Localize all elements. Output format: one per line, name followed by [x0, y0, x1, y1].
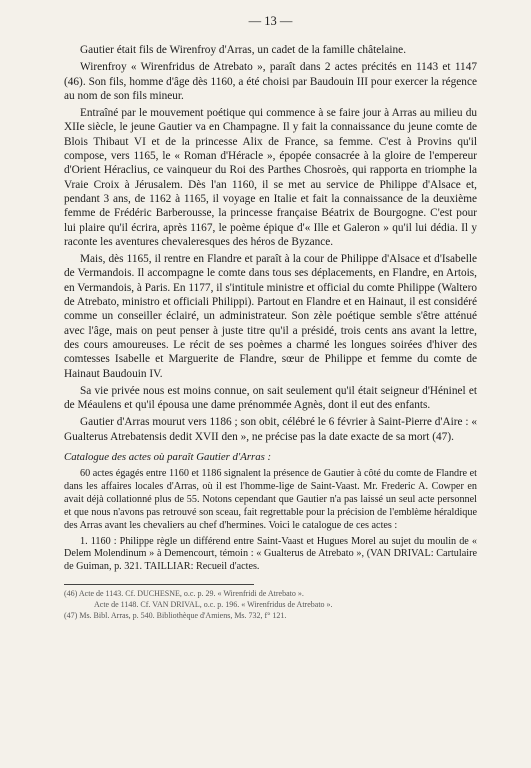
footnote: Acte de 1148. Cf. VAN DRIVAL, o.c. p. 196. « Wirenfridus de Atrebato ».	[94, 600, 333, 610]
paragraph-wirenfroy: Wirenfroy « Wirenfridus de Atrebato », paraît dans 2 actes précités en 1143 et 1147 (46). Son fils, homme d'âge dès 1160, a été choisi par Baudouin III pour exercer la régence au nom de son fils mineur.	[64, 61, 477, 102]
footnote: (47) Ms. Bibl. Arras, p. 540. Bibliothèque d'Amiens, Ms. 732, f° 121.	[64, 611, 287, 621]
catalogue-entry: 1. 1160 : Philippe règle un différend entre Saint-Vaast et Hugues Morel au sujet du moulin de « Delem Molendinum » à Demencourt, témoin : « Gualterus de Atrebato », (VAN DRIVAL: Cartulaire de Guiman, p. 321. TAILLIAR: Recueil d'actes.	[64, 535, 477, 573]
paragraph-lineage: Gautier était fils de Wirenfroy d'Arras, un cadet de la famille châtelaine.	[80, 44, 407, 56]
paragraph-private-life: Sa vie privée nous est moins connue, on sait seulement qu'il était seigneur d'Héninel et de Méaulens et qu'il épousa une dame prénommée Agnès, dont il eut des enfants.	[64, 384, 477, 412]
paragraph-poetic-career: Entraîné par le mouvement poétique qui commence à se faire jour à Arras au milieu du XIIe siècle, le jeune Gautier va en Champagne. Il y fait la connaissance du jeune comte de Blois Thibaut VI et de la princesse Alix de France, sa femme. C'est à Provins qu'il compose, vers 1165, le « Roman d'Héracle », épopée consacrée à la gloire de l'empereur d'Orient Héraclius, ce vainqueur du Roi des Parthes Chosroès, qui rapporta en triomphe la Vraie Croix à Jérusalem. Dès l'an 1160, il se met au service de Philippe d'Alsace et, pendant 3 ans, de 1162 à 1165, il voyage en Italie et fait la connaissance de la deuxième femme de Frédéric Barberousse, la princesse française Béatrix de Bourgogne. C'est pour lui plaire qu'il écrira, après 1167, le poème épique d'« Ille et Galeron » qu'il lui dédia. Il y raconte les aventures chevaleresques des héros de Byzance.	[64, 107, 477, 248]
catalogue-intro: 60 actes égagés entre 1160 et 1186 signalent la présence de Gautier à côté du comte de Flandre et dans les affaires locales d'Arras, où il est l'homme-lige de Saint-Vaast. Mr. Frederic A. Cowper en avait déjà collationné plus de 55. Notons cependant que Gautier n'a pas laissé un seul acte personnel et que nous n'avons pas retrouvé son sceau, fait regrettable pour la précision de l'emblème héraldique des Arras avant les chevaliers au chef d'hermines. Voici le catalogue de ces actes :	[64, 468, 477, 531]
footnote-divider	[64, 584, 254, 585]
page-number: — 13 —	[248, 14, 293, 28]
footnote: (46) Acte de 1143. Cf. DUCHESNE, o.c. p. 29. « Wirenfridi de Atrebato ».	[64, 589, 304, 599]
paragraph-death: Gautier d'Arras mourut vers 1186 ; son obit, célébré le 6 février à Saint-Pierre d'Aire : « Gualterus Atrebatensis dedit XVII den », ne précise pas la date exacte de sa mort (47).	[64, 416, 477, 443]
catalogue-title: Catalogue des actes où paraît Gautier d'Arras :	[64, 451, 272, 464]
paragraph-flanders-court: Mais, dès 1165, il rentre en Flandre et paraît à la cour de Philippe d'Alsace et d'Isabelle de Vermandois. Il accompagne le comte dans tous ses déplacements, en Flandre, en Artois, en Vermandois, à Paris. En 1177, il s'intitule ministre et official du comte Philippe (Waltero de Atrebato, ministro et officiali Philippi). Partout en Flandre et en Hainaut, il est considéré comme un conseiller éclairé, un administrateur. Son zèle poétique semble s'être atténué avec l'âge, mais on peut penser à juste titre qu'il a présidé, trois cents ans avant la lettre, des cours amoureuses. Le récit de ses poèmes a charmé les longues soirées d'hiver des comtesses Isabelle et Marguerite de Flandre, sœur de Philippe et femme du comte de Hainaut Baudouin IV.	[64, 253, 477, 380]
